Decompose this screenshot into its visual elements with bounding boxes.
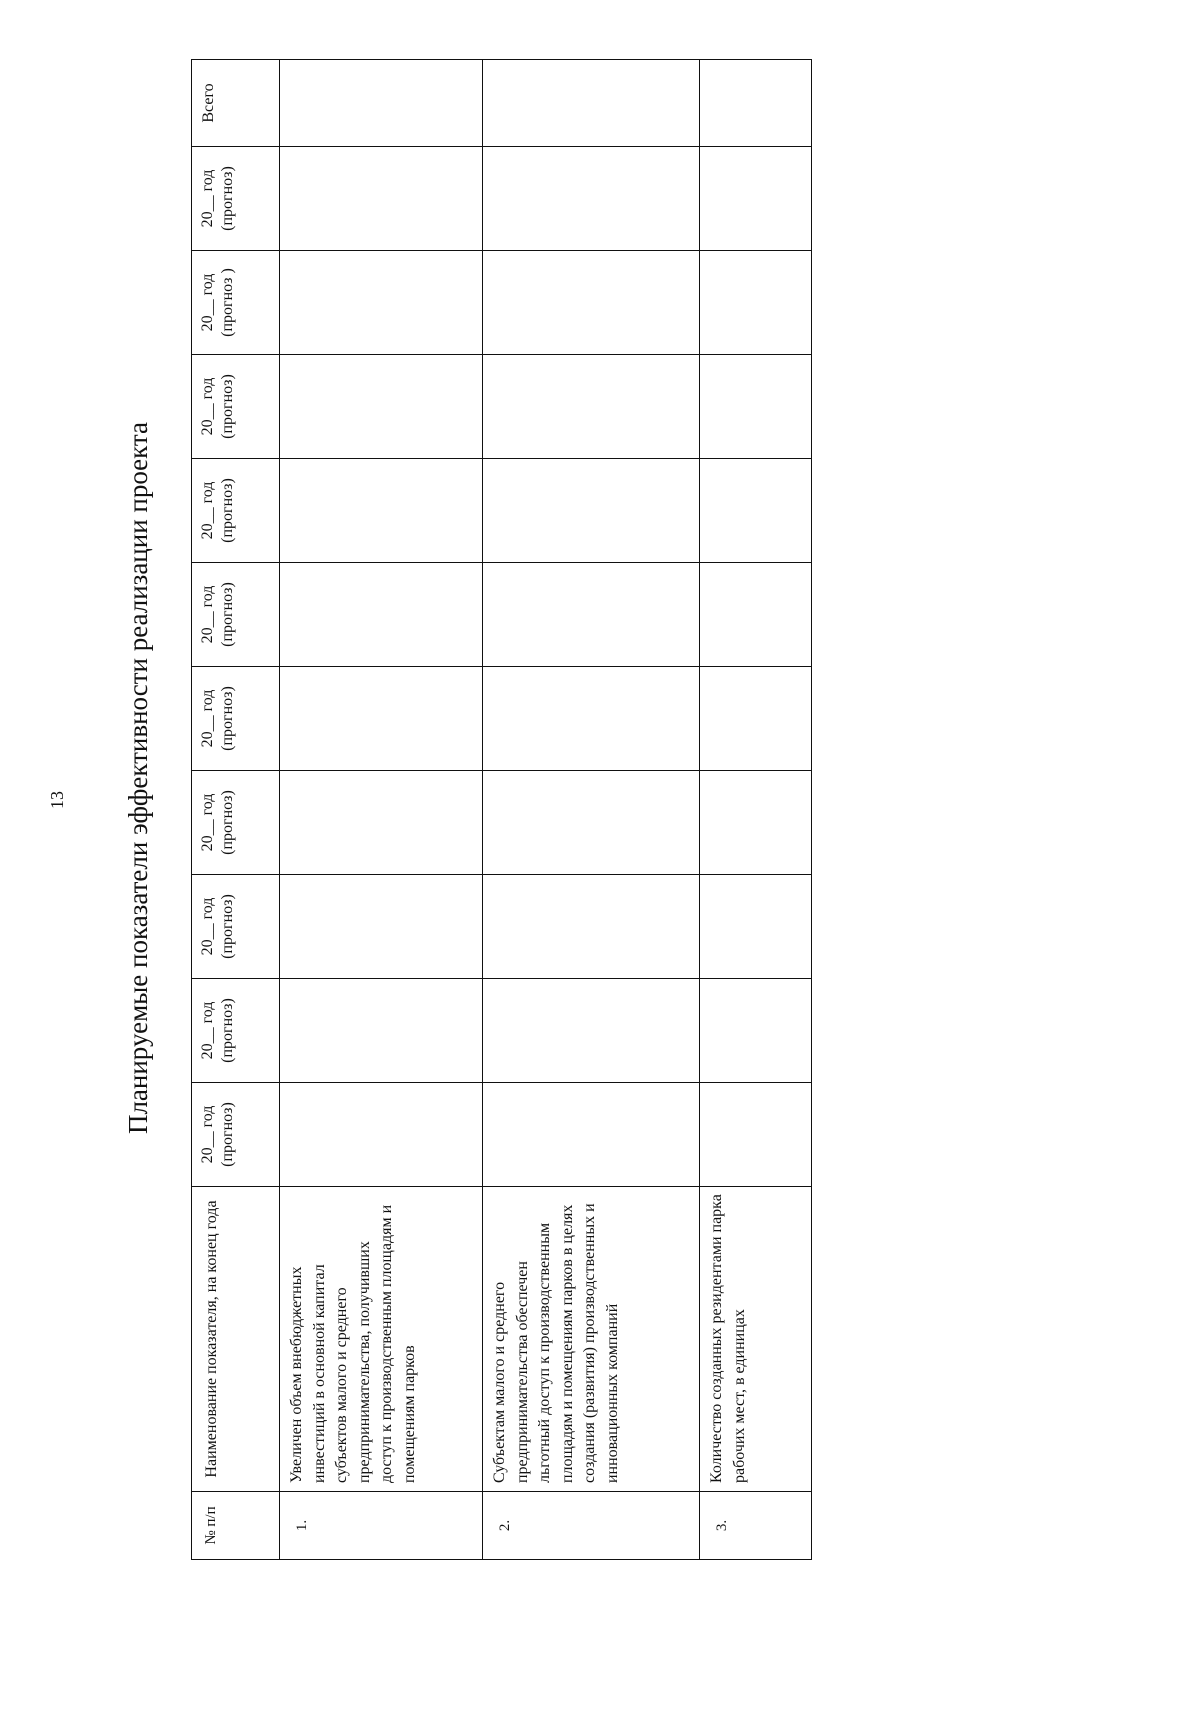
- row-indicator-name: Увеличен объем внебюджетных инвестиций в основной капитал субъектов малого и среднего предпринимательства, получивших доступ к производственным площадям и помещениям парков: [280, 1187, 483, 1492]
- row-value-cell: [483, 147, 700, 251]
- row-value-cell: [280, 147, 483, 251]
- row-value-cell: [483, 771, 700, 875]
- row-value-cell: [700, 1083, 812, 1187]
- row-value-cell: [700, 251, 812, 355]
- header-year: 20__ год (прогноз): [192, 875, 280, 979]
- row-indicator-name: Количество созданных резидентами парка рабочих мест, в единицах: [700, 1187, 812, 1492]
- row-indicator-name: Субъектам малого и среднего предпринимательства обеспечен льготный доступ к производственным площадям и помещениям парков в целях создания (развития) производственных и инновационных компаний: [483, 1187, 700, 1492]
- row-value-cell: [700, 667, 812, 771]
- row-value-cell: [280, 979, 483, 1083]
- row-value-cell: [280, 667, 483, 771]
- row-value-cell: [700, 147, 812, 251]
- header-total: Всего: [192, 60, 280, 147]
- table-row: [700, 60, 812, 1560]
- row-number: 1.: [280, 1492, 483, 1560]
- row-value-cell: [280, 875, 483, 979]
- table-row: [483, 60, 700, 1560]
- row-value-cell: [700, 355, 812, 459]
- row-total-cell: [280, 60, 483, 147]
- row-value-cell: [280, 1083, 483, 1187]
- header-year: 20__ год (прогноз): [192, 563, 280, 667]
- indicators-table-wrapper: [191, 60, 811, 1560]
- row-value-cell: [483, 667, 700, 771]
- row-total-cell: [700, 60, 812, 147]
- row-value-cell: [700, 771, 812, 875]
- header-indicator-name: Наименование показателя, на конец года: [192, 1187, 280, 1492]
- row-value-cell: [483, 1083, 700, 1187]
- header-year: 20__ год (прогноз): [192, 979, 280, 1083]
- page-number: 13: [47, 791, 67, 809]
- row-value-cell: [483, 875, 700, 979]
- row-number: 3.: [700, 1492, 812, 1560]
- indicators-table: [191, 59, 812, 1560]
- row-value-cell: [483, 563, 700, 667]
- header-number: № п/п: [192, 1492, 280, 1560]
- header-year: 20__ год (прогноз): [192, 771, 280, 875]
- header-year: 20__ год (прогноз): [192, 459, 280, 563]
- row-value-cell: [280, 355, 483, 459]
- row-value-cell: [483, 459, 700, 563]
- row-value-cell: [280, 459, 483, 563]
- header-year: 20__ год (прогноз): [192, 1083, 280, 1187]
- row-value-cell: [483, 355, 700, 459]
- row-value-cell: [700, 459, 812, 563]
- row-value-cell: [280, 771, 483, 875]
- table-header-row: [192, 60, 280, 1560]
- row-value-cell: [700, 875, 812, 979]
- row-value-cell: [700, 563, 812, 667]
- page-title: Планируемые показатели эффективности реализации проекта: [123, 421, 153, 1135]
- row-number: 2.: [483, 1492, 700, 1560]
- row-value-cell: [483, 979, 700, 1083]
- table-row: [280, 60, 483, 1560]
- header-year: 20__ год (прогноз): [192, 147, 280, 251]
- row-value-cell: [700, 979, 812, 1083]
- row-value-cell: [483, 251, 700, 355]
- header-year: 20__ год (прогноз): [192, 667, 280, 771]
- row-value-cell: [280, 251, 483, 355]
- header-year: 20__ год (прогноз ): [192, 251, 280, 355]
- row-value-cell: [280, 563, 483, 667]
- row-total-cell: [483, 60, 700, 147]
- header-year: 20__ год (прогноз): [192, 355, 280, 459]
